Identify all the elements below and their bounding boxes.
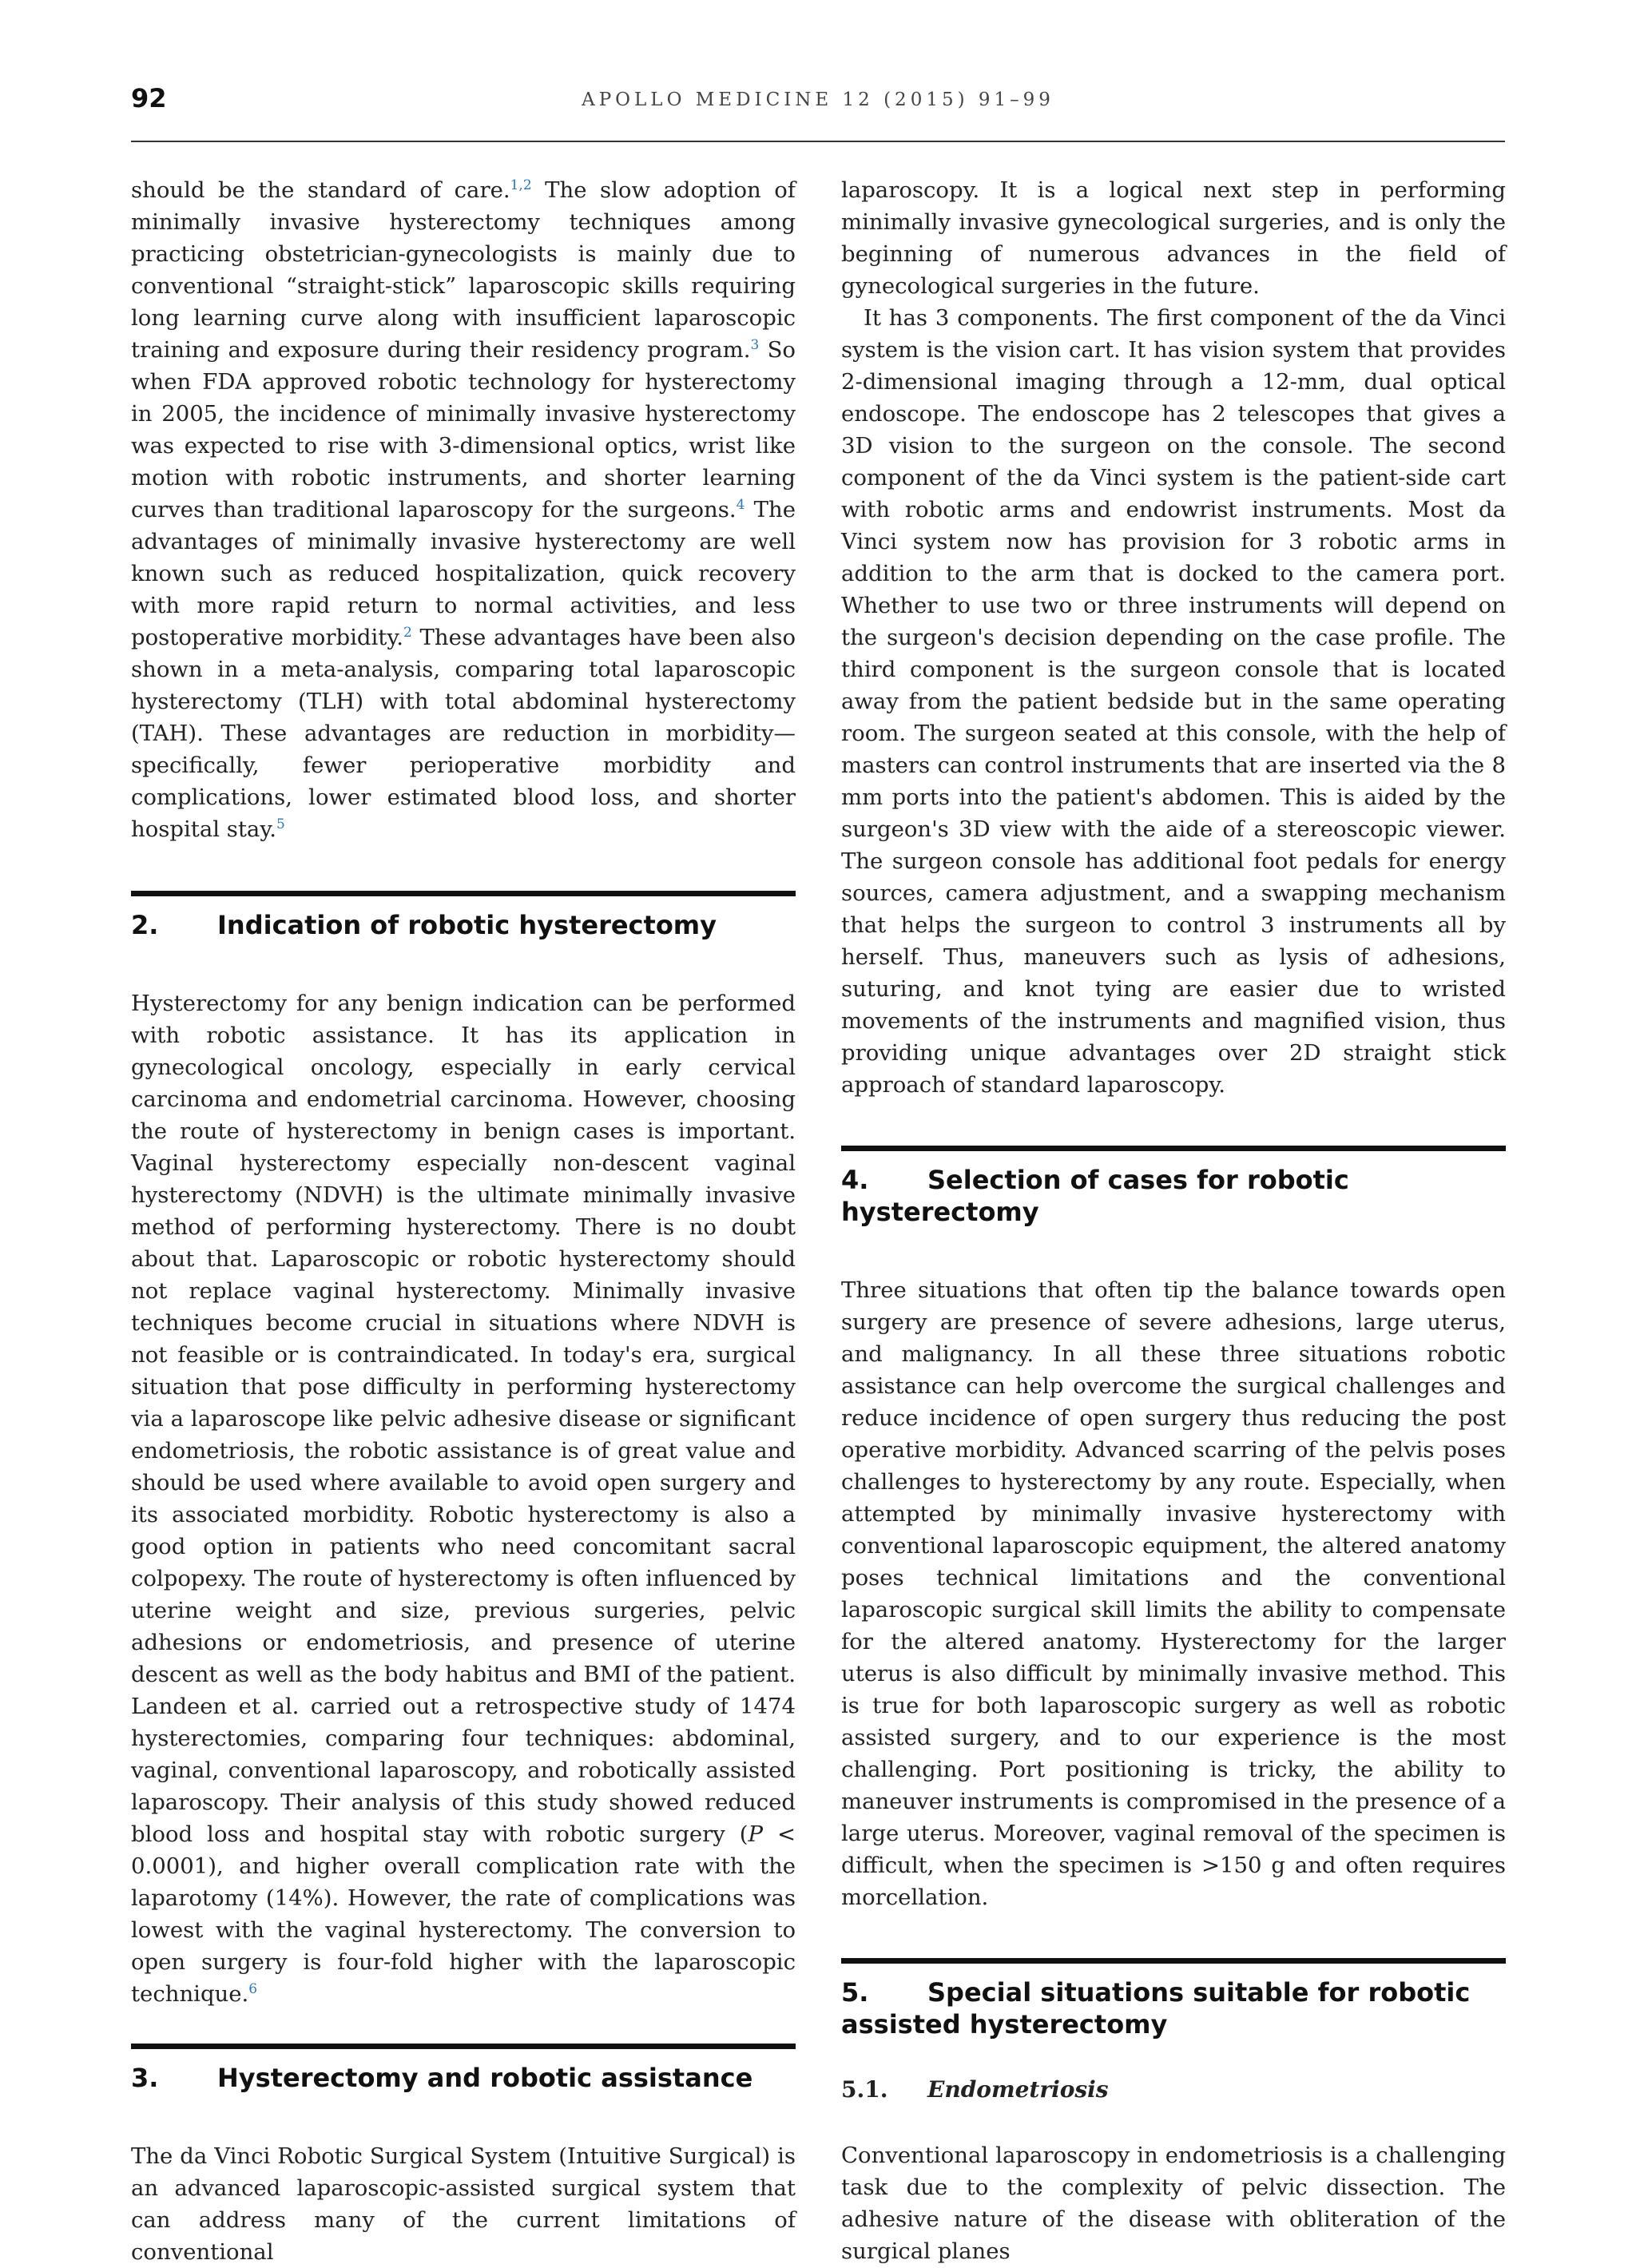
section-divider	[131, 891, 796, 896]
intro-paragraph: should be the standard of care.$^{1,2}$ The slow adoption of minimally invasive hysterectomy techniques among practicing obstetrician-gynecologists is mainly due to conventional “straight-stick” laparoscopic skills requiring long learning curve along with insufficient laparoscopic training and exposure during their residency program.$^3$ So when FDA approved robotic technology for hysterectomy in 2005, the incidence of minimally invasive hysterectomy was expected to rise with 3-dimensional optics, wrist like motion with robotic instruments, and shorter learning curves than traditional laparoscopy for the surgeons.$^4$ The advantages of minimally invasive hysterectomy are well known such as reduced hospitalization, quick recovery with more rapid return to normal activities, and less postoperative morbidity.$^2$ These advantages have been also shown in a meta-analysis, comparing total laparoscopic hysterectomy (TLH) with total abdominal hysterectomy (TAH). These advantages are reduction in morbidity—specifically, fewer perioperative morbidity and complications, lower estimated blood loss, and shorter hospital stay.$^5$	[131, 177, 796, 842]
citation-link[interactable]: 4	[736, 496, 745, 513]
citation-link[interactable]: 6	[248, 1980, 258, 1997]
section-heading-4: 4. Selection of cases for robotic hysterectomy	[841, 1165, 1349, 1227]
section-heading-2: 2. Indication of robotic hysterectomy	[131, 910, 717, 940]
citation-link[interactable]: 5	[276, 816, 285, 832]
citation-link[interactable]: 1,2	[510, 177, 532, 193]
section-divider	[841, 1146, 1506, 1151]
section-divider	[841, 1958, 1506, 1964]
right-column	[841, 174, 1506, 2267]
citation-link[interactable]: 3	[750, 336, 760, 353]
section-3-paragraph: The da Vinci Robotic Surgical System (Intuitive Surgical) is an advanced laparoscopic-assisted surgical system that can address many of the current limitations of conventional	[131, 2143, 796, 2265]
journal-citation: APOLLO MEDICINE 12 (2015) 91–99	[582, 89, 1054, 110]
citation-link[interactable]: 2	[403, 624, 412, 641]
section-4-paragraph: Three situations that often tip the balance towards open surgery are presence of severe adhesions, large uterus, and malignancy. In all these three situations robotic assistance can help overcome the surgical challenges and reduce incidence of open surgery thus reducing the post operative morbidity. Advanced scarring of the pelvis poses challenges to hysterectomy by any route. Especially, when attempted by minimally invasive hysterectomy with conventional laparoscopic equipment, the altered anatomy poses technical limitations and the conventional laparoscopic surgical skill limits the ability to compensate for the altered anatomy. Hysterectomy for the larger uterus is also difficult by minimally invasive method. This is true for both laparoscopic surgery as well as robotic assisted surgery, and to our experience is the most challenging. Port positioning is tricky, the ability to maneuver instruments is compromised in the presence of a large uterus. Moreover, vaginal removal of the specimen is difficult, when the specimen is >150 g and often requires morcellation.	[841, 1277, 1506, 1910]
subsection-heading-5-1: 5.1. Endometriosis	[841, 2076, 1109, 2103]
components-paragraph: It has 3 components. The first component of the da Vinci system is the vision cart. It has vision system that provides 2-dimensional imaging through a 12-mm, dual optical endoscope. The endoscope has 2 telescopes that gives a 3D vision to the surgeon on the console. The second component of the da Vinci system is the patient-side cart with robotic arms and endowrist instruments. Most da Vinci system now has provision for 3 robotic arms in addition to the arm that is docked to the camera port. Whether to use two or three instruments will depend on the surgeon's decision depending on the case profile. The third component is the surgeon console that is located away from the patient bedside but in the same operating room. The surgeon seated at this console, with the help of masters can control instruments that are inserted via the 8 mm ports into the patient's abdomen. This is aided by the surgeon's 3D view with the aide of a stereoscopic viewer. The surgeon console has additional foot pedals for energy sources, camera adjustment, and a swapping mechanism that helps the surgeon to control 3 instruments all by herself. Thus, maneuvers such as lysis of adhesions, suturing, and knot tying are easier due to wristed movements of the instruments and magnified vision, thus providing unique advantages over 2D straight stick approach of standard laparoscopy.	[841, 305, 1506, 1098]
left-column	[131, 174, 796, 2268]
section-5-1-paragraph: Conventional laparoscopy in endometriosis is a challenging task due to the complexity of pelvic dissection. The adhesive nature of the disease with obliteration of the surgical planes	[841, 2143, 1506, 2264]
continued-paragraph: laparoscopy. It is a logical next step in performing minimally invasive gynecological surgeries, and is only the beginning of numerous advances in the field of gynecological surgeries in the future.	[841, 177, 1506, 299]
page-number: 92	[131, 83, 167, 113]
section-heading-5: 5. Special situations suitable for robotic assisted hysterectomy	[841, 1977, 1471, 2040]
section-heading-3: 3. Hysterectomy and robotic assistance	[131, 2063, 753, 2093]
section-divider	[131, 2044, 796, 2049]
section-2-paragraph: Hysterectomy for any benign indication can be performed with robotic assistance. It has its application in gynecological oncology, especially in early cervical carcinoma and endometrial carcinoma. However, choosing the route of hysterectomy in benign cases is important. Vaginal hysterectomy especially non-descent vaginal hysterectomy (NDVH) is the ultimate minimally invasive method of performing hysterectomy. There is no doubt about that. Laparoscopic or robotic hysterectomy should not replace vaginal hysterectomy. Minimally invasive techniques become crucial in situations where NDVH is not feasible or is contraindicated. In today's era, surgical situation that pose difficulty in performing hysterectomy via a laparoscope like pelvic adhesive disease or significant endometriosis, the robotic assistance is of great value and should be used where available to avoid open surgery and its associated morbidity. Robotic hysterectomy is also a good option in patients who need concomitant sacral colpopexy. The route of hysterectomy is often influenced by uterine weight and size, previous surgeries, pelvic adhesions or endometriosis, and presence of uterine descent as well as the body habitus and BMI of the patient. Landeen et al. carried out a retrospective study of 1474 hysterectomies, comparing four techniques: abdominal, vaginal, conventional laparoscopy, and robotically assisted laparoscopy. Their analysis of this study showed reduced blood loss and hospital stay with robotic surgery (P < 0.0001), and higher overall complication rate with the laparotomy (14%). However, the rate of complications was lowest with the vaginal hysterectomy. The conversion to open surgery is four-fold higher with the laparoscopic technique.$^6$	[131, 991, 796, 2007]
running-header	[131, 83, 1505, 139]
header-divider	[131, 141, 1505, 142]
